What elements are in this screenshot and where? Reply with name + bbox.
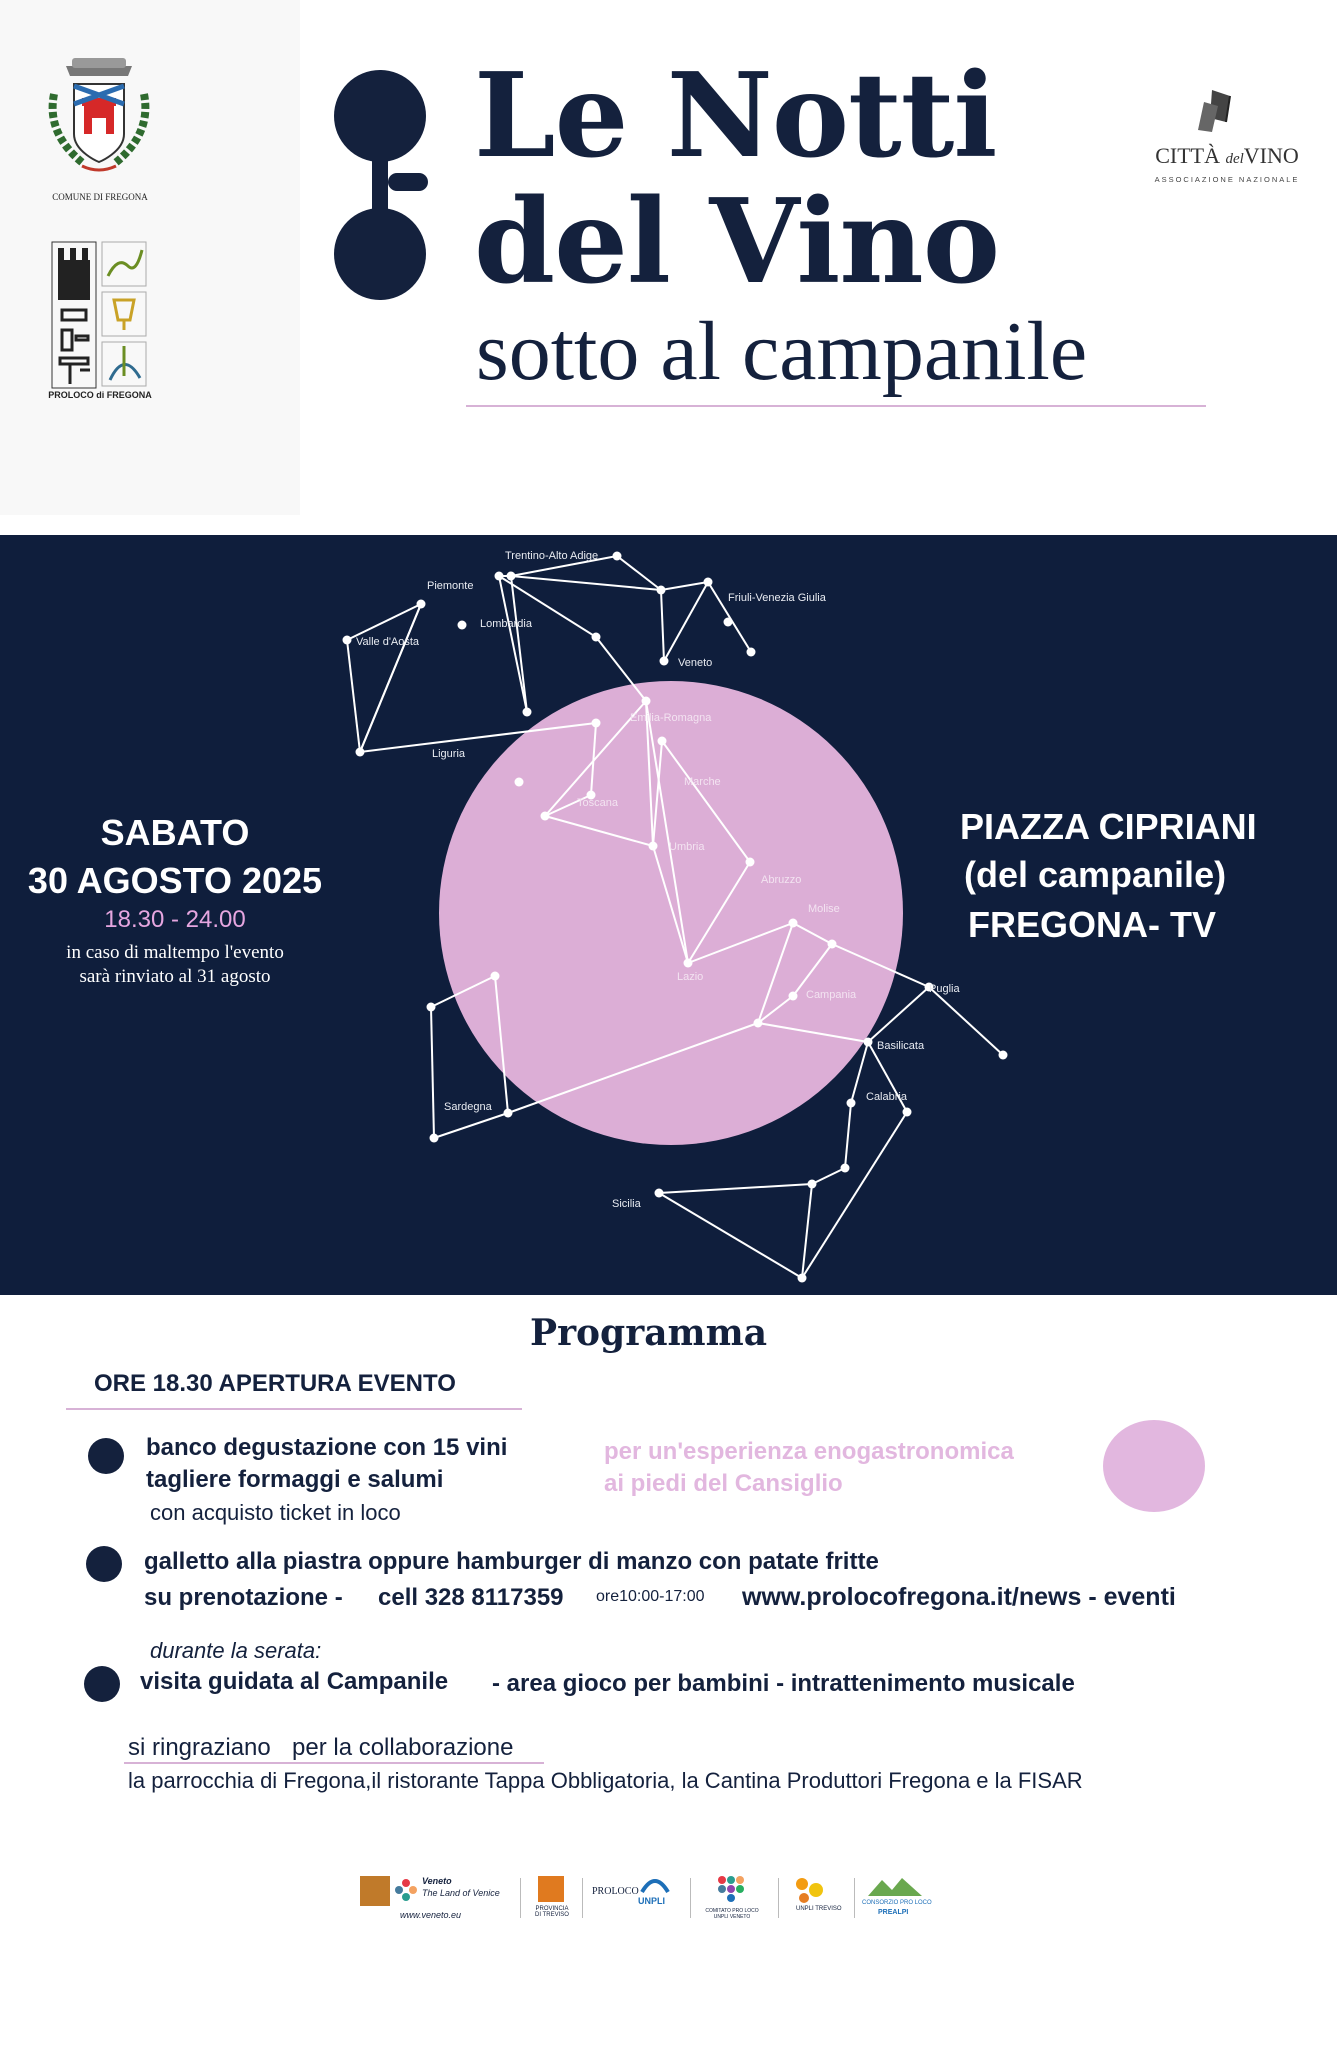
pink-dot-icon — [1103, 1420, 1205, 1512]
map-star — [808, 1180, 817, 1189]
map-link — [617, 556, 661, 590]
unpli-wave-icon — [640, 1874, 670, 1894]
title-line-1: Le Notti — [474, 48, 997, 184]
region-label: Veneto — [678, 657, 713, 669]
region-label: Calabria — [866, 1091, 907, 1103]
sponsor-separator — [778, 1878, 779, 1918]
sponsor-unpli-treviso — [786, 1872, 846, 1928]
opening-underline — [66, 1408, 522, 1410]
map-star — [999, 1051, 1008, 1060]
map-link — [812, 1168, 845, 1184]
comitato-name: COMITATO PRO LOCO UNPLI VENETO — [705, 1908, 759, 1920]
map-star — [789, 919, 798, 928]
map-star — [458, 621, 467, 630]
map-link — [347, 640, 360, 752]
thanks-label-a: si ringraziano — [128, 1734, 271, 1761]
event-time: 18.30 - 24.00 — [104, 906, 246, 933]
map-link — [664, 582, 708, 661]
region-label: Molise — [808, 903, 840, 915]
map-star — [541, 812, 550, 821]
region-label: Basilicata — [877, 1040, 925, 1052]
weather-note-1: in caso di maltempo l'evento — [66, 942, 284, 963]
map-star — [841, 1164, 850, 1173]
bullet-dot-icon — [88, 1438, 124, 1474]
map-star — [491, 972, 500, 981]
title-line-2: del Vino — [474, 174, 1000, 310]
region-label: Sicilia — [612, 1198, 641, 1210]
map-link — [661, 590, 664, 661]
sponsor-separator — [690, 1878, 691, 1918]
map-star — [356, 748, 365, 757]
map-link — [929, 987, 1003, 1055]
region-label: Puglia — [929, 983, 960, 995]
map-link — [434, 1113, 508, 1138]
map-star — [704, 578, 713, 587]
item1-line3: con acquisto ticket in loco — [150, 1500, 401, 1525]
region-label: Toscana — [577, 797, 618, 809]
map-link — [661, 582, 708, 590]
region-label: Lazio — [677, 971, 704, 983]
provincia-crest-icon — [538, 1876, 564, 1902]
map-star — [658, 737, 667, 746]
sponsor-unpli — [592, 1872, 682, 1928]
map-star — [798, 1274, 807, 1283]
region-label: Liguria — [432, 748, 466, 760]
event-day: SABATO — [100, 812, 250, 853]
map-link — [659, 1184, 812, 1193]
map-star — [754, 1019, 763, 1028]
title-underline — [466, 405, 1206, 407]
map-star — [495, 572, 504, 581]
wine-glass-mark-icon — [334, 70, 434, 300]
citta-del-vino-subtitle: ASSOCIAZIONE NAZIONALE — [1154, 175, 1300, 184]
region-label: Marche — [684, 776, 721, 788]
region-label: Lombardia — [480, 618, 532, 630]
map-star — [903, 1108, 912, 1117]
item1-line2: tagliere formaggi e salumi — [146, 1466, 444, 1493]
venue-line-1: PIAZZA CIPRIANI — [960, 806, 1257, 847]
sponsor-comitato — [700, 1872, 770, 1928]
venue-line-3: FREGONA- TV — [968, 904, 1216, 945]
map-star — [747, 648, 756, 657]
unpli-name: UNPLI — [638, 1896, 665, 1906]
map-star — [746, 858, 755, 867]
map-star — [660, 657, 669, 666]
title-line-3: sotto al campanile — [476, 305, 1088, 398]
tagline-1: per un'esperienza enogastronomica — [604, 1438, 1014, 1465]
map-star — [828, 940, 837, 949]
proloco-label: PROLOCO di FREGONA — [48, 390, 152, 400]
sponsor-strip — [360, 1872, 930, 1932]
veneto-name: Veneto — [422, 1876, 452, 1886]
map-star — [592, 719, 601, 728]
item2-booking: su prenotazione - — [144, 1584, 343, 1611]
proloco-logo-icon — [50, 240, 148, 390]
item3-part2: - area gioco per bambini - intrattenimento musicale — [492, 1670, 1075, 1697]
region-label: Friuli-Venezia Giulia — [728, 592, 826, 604]
programme-title: Programma — [530, 1312, 768, 1354]
map-link — [659, 1193, 802, 1278]
tagline-2: ai piedi del Cansiglio — [604, 1470, 843, 1497]
map-star — [343, 636, 352, 645]
comitato-dots-icon — [714, 1872, 748, 1906]
unpli-treviso-name: UNPLI TREVISO — [796, 1906, 842, 1912]
thanks-body: la parrocchia di Fregona,il ristorante Tappa Obbligatoria, la Cantina Produttori Fregona e la FISAR — [128, 1768, 1083, 1793]
map-link — [802, 1112, 907, 1278]
map-star — [655, 1189, 664, 1198]
proloco-name: PROLOCO — [592, 1886, 639, 1897]
region-label: Trentino-Alto Adige — [505, 550, 599, 562]
comune-label: COMUNE DI FREGONA — [52, 192, 148, 202]
thanks-underline — [124, 1762, 544, 1764]
sponsor-veneto — [360, 1872, 510, 1928]
map-star — [642, 697, 651, 706]
thanks-label-b: per la collaborazione — [292, 1734, 514, 1761]
map-star — [523, 708, 532, 717]
veneto-flower-icon — [394, 1878, 418, 1902]
region-label: Piemonte — [427, 580, 474, 592]
region-label: Sardegna — [444, 1101, 492, 1113]
map-link — [845, 1103, 851, 1168]
region-label: Abruzzo — [761, 874, 802, 886]
venue-line-2: (del campanile) — [964, 854, 1227, 895]
map-star — [684, 959, 693, 968]
item2-website-link[interactable]: www.prolocofregona.it/news - eventi — [742, 1583, 1176, 1611]
map-star — [430, 1134, 439, 1143]
programme-opening: ORE 18.30 APERTURA EVENTO — [94, 1370, 456, 1397]
sponsor-provincia — [532, 1872, 572, 1928]
prealpi-mountains-icon — [868, 1876, 922, 1898]
weather-note-2: sarà rinviato al 31 agosto — [79, 966, 271, 987]
map-link — [431, 1007, 434, 1138]
item2-line1: galletto alla piastra oppure hamburger di manzo con patate fritte — [144, 1548, 879, 1575]
map-link — [360, 604, 421, 752]
bullet-dot-icon — [84, 1666, 120, 1702]
map-star — [649, 842, 658, 851]
region-label: Emilia-Romagna — [630, 712, 712, 724]
region-label: Valle d'Aosta — [356, 636, 420, 648]
map-star — [592, 633, 601, 642]
map-star — [417, 600, 426, 609]
veneto-tagline: The Land of Venice — [422, 1888, 500, 1898]
region-label: Campania — [806, 989, 857, 1001]
map-star — [864, 1038, 873, 1047]
item2-phone: cell 328 8117359 — [378, 1584, 564, 1611]
prealpi-name-b: PREALPI — [878, 1909, 909, 1916]
item1-line1: banco degustazione con 15 vini — [146, 1434, 508, 1461]
sponsor-prealpi — [862, 1872, 930, 1928]
region-label: Umbria — [669, 841, 705, 853]
map-star — [724, 618, 733, 627]
prealpi-name-a: CONSORZIO PRO LOCO — [862, 1900, 932, 1906]
map-star — [504, 1109, 513, 1118]
evening-label: durante la serata: — [150, 1638, 322, 1663]
item3-part1: visita guidata al Campanile — [140, 1668, 449, 1695]
map-link — [511, 576, 661, 590]
veneto-url: www.veneto.eu — [400, 1910, 462, 1920]
sponsor-separator — [854, 1878, 855, 1918]
citta-del-vino-name: CITTÀ delVINO — [1155, 143, 1299, 168]
item2-hours: ore10:00-17:00 — [596, 1588, 705, 1605]
bullet-dot-icon — [86, 1546, 122, 1582]
map-star — [427, 1003, 436, 1012]
event-date: 30 AGOSTO 2025 — [27, 860, 323, 901]
map-star — [507, 572, 516, 581]
map-link — [347, 604, 421, 640]
map-star — [515, 778, 524, 787]
unpli-treviso-icon — [794, 1876, 828, 1904]
provincia-name: PROVINCIA DI TREVISO — [535, 1906, 569, 1918]
sponsor-separator — [520, 1878, 521, 1918]
map-star — [657, 586, 666, 595]
veneto-photo-icon — [360, 1876, 390, 1906]
map-star — [789, 992, 798, 1001]
map-star — [613, 552, 622, 561]
comune-crest-icon — [44, 54, 154, 204]
map-star — [847, 1099, 856, 1108]
sponsor-separator — [582, 1878, 583, 1918]
